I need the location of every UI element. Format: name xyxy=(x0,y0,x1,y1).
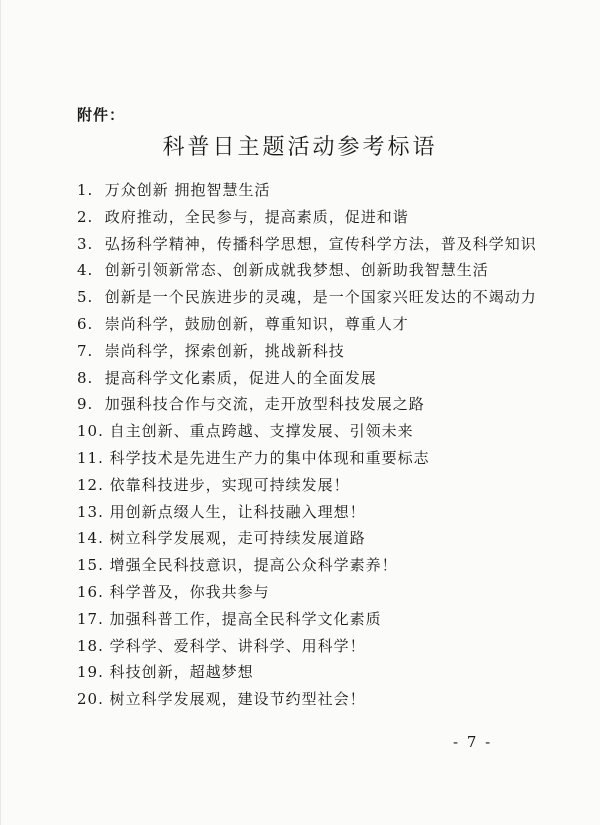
list-item-number: 14. xyxy=(77,529,104,548)
list-item-number: 1. xyxy=(77,181,94,199)
page-title: 科普日主题活动参考标语 xyxy=(162,135,438,160)
list-item-number: 10. xyxy=(77,422,104,441)
list-item xyxy=(77,257,547,284)
list-item-text: 科技创新，超越梦想 xyxy=(109,663,254,682)
list-item-number: 17. xyxy=(77,609,104,628)
list-item xyxy=(77,472,547,499)
list-item xyxy=(77,525,547,552)
list-item xyxy=(77,579,547,606)
list-item-text: 科学普及，你我共参与 xyxy=(109,582,270,601)
list-item-text: 学科学、爱科学、讲科学、用科学！ xyxy=(109,636,366,655)
list-item xyxy=(77,686,547,713)
list-item-number: 12. xyxy=(77,475,104,494)
list-item-text: 崇尚科学，鼓励创新，尊重知识，尊重人才 xyxy=(104,314,409,333)
list-item-text: 依靠科技进步，实现可持续发展！ xyxy=(109,475,350,494)
list-item xyxy=(77,338,547,365)
list-item xyxy=(77,418,547,445)
list-item-number: 11. xyxy=(77,448,104,467)
list-item-number: 15. xyxy=(77,556,104,575)
list-item-text: 创新引领新常态、创新成就我梦想、创新助我智慧生活 xyxy=(104,261,489,280)
page-number: - 7 - xyxy=(453,733,493,751)
slogan-list xyxy=(77,177,547,713)
list-item-text: 万众创新 拥抱智慧生活 xyxy=(104,181,271,199)
list-item-number: 16. xyxy=(77,582,104,601)
list-item-number: 6. xyxy=(77,314,94,333)
list-item-number: 3. xyxy=(77,234,94,253)
list-item-text: 加强科技合作与交流，走开放型科技发展之路 xyxy=(104,395,425,414)
list-item-number: 4. xyxy=(77,261,94,280)
list-item xyxy=(77,311,547,338)
list-item-text: 提高科学文化素质，促进人的全面发展 xyxy=(104,368,377,387)
list-item-text: 科学技术是先进生产力的集中体现和重要标志 xyxy=(109,448,430,467)
list-item xyxy=(77,552,547,579)
list-item-number: 19. xyxy=(77,663,104,682)
list-item-number: 18. xyxy=(77,636,104,655)
list-item-number: 5. xyxy=(77,288,94,307)
list-item xyxy=(77,231,547,258)
list-item-text: 政府推动，全民参与，提高素质，促进和谐 xyxy=(104,207,409,226)
list-item xyxy=(77,606,547,633)
list-item xyxy=(77,391,547,418)
list-item-number: 8. xyxy=(77,368,94,387)
list-item-number: 2. xyxy=(77,207,94,226)
list-item xyxy=(77,284,547,311)
list-item xyxy=(77,659,547,686)
list-item-text: 创新是一个民族进步的灵魂，是一个国家兴旺发达的不竭动力 xyxy=(104,288,537,307)
list-item xyxy=(77,177,547,204)
list-item-number: 20. xyxy=(77,690,104,709)
list-item xyxy=(77,365,547,392)
list-item xyxy=(77,445,547,472)
list-item-number: 7. xyxy=(77,341,94,360)
list-item-text: 树立科学发展观，走可持续发展道路 xyxy=(109,529,366,548)
list-item xyxy=(77,204,547,231)
list-item-number: 13. xyxy=(77,502,104,521)
list-item-text: 自主创新、重点跨越、支撑发展、引领未来 xyxy=(109,422,414,441)
list-item-text: 加强科普工作，提高全民科学文化素质 xyxy=(109,609,382,628)
list-item-text: 增强全民科技意识，提高公众科学素养！ xyxy=(109,556,398,575)
list-item-text: 树立科学发展观，建设节约型社会！ xyxy=(109,690,366,709)
list-item-text: 弘扬科学精神，传播科学思想，宣传科学方法，普及科学知识 xyxy=(104,234,537,253)
list-item xyxy=(77,499,547,526)
list-item-text: 崇尚科学，探索创新，挑战新科技 xyxy=(104,341,345,360)
list-item-text: 用创新点缀人生，让科技融入理想！ xyxy=(109,502,366,521)
attachment-label: 附件： xyxy=(77,106,126,124)
list-item xyxy=(77,633,547,660)
list-item-number: 9. xyxy=(77,395,94,414)
